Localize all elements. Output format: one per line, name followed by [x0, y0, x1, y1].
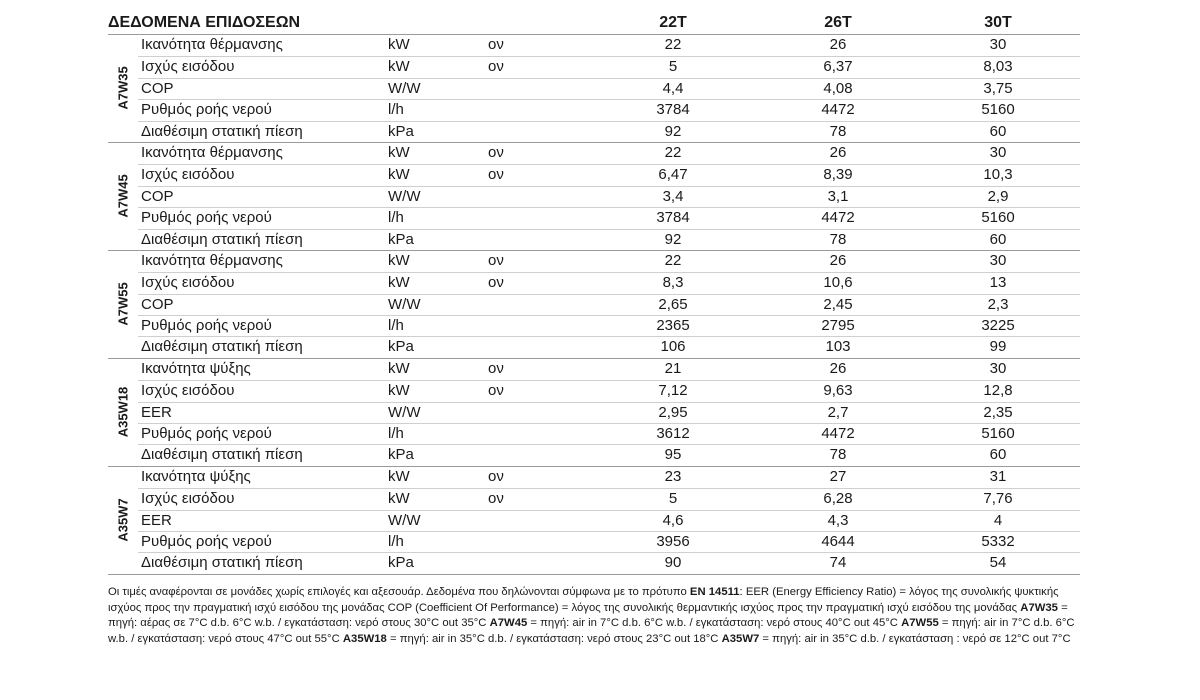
value-30t: 30: [989, 36, 1007, 53]
value-26t: 26: [829, 143, 847, 161]
value-26t: 2,7: [827, 403, 849, 421]
flag-cell: ον: [488, 166, 504, 184]
value-22t: 3784: [656, 209, 690, 227]
unit-cell: kW: [388, 467, 410, 485]
table-row: [138, 143, 1080, 164]
unit-cell: kPa: [388, 446, 414, 464]
flag-cell: ον: [488, 382, 504, 400]
table-row: [138, 402, 1080, 423]
value-26t: 4644: [821, 532, 855, 550]
footnote-segment: = πηγή: air in 7°C d.b. 6°C w.b. / εγκατάσταση: νερό στους 40°C out 45°C: [527, 617, 902, 629]
condition-group: [108, 466, 1080, 575]
unit-cell: kW: [388, 251, 410, 269]
value-26t: 9,63: [823, 382, 853, 400]
parameter-name: Διαθέσιμη στατική πίεση: [141, 122, 303, 140]
unit-cell: kW: [388, 382, 410, 400]
table-row: [138, 164, 1080, 185]
table-row: [138, 380, 1080, 401]
parameter-name: COP: [141, 187, 174, 205]
unit-cell: W/W: [388, 403, 421, 421]
table-row: [138, 99, 1080, 120]
value-22t: 2365: [656, 317, 690, 335]
value-30t: 8,03: [983, 58, 1013, 76]
value-26t: 6,28: [823, 490, 853, 508]
value-26t: 4,3: [827, 511, 849, 529]
value-26t: 4472: [821, 209, 855, 227]
table-row: [138, 552, 1080, 573]
value-22t: 5: [668, 58, 678, 76]
unit-cell: W/W: [388, 295, 421, 313]
condition-group: [108, 142, 1080, 250]
value-22t: 23: [664, 467, 682, 485]
value-30t: 5160: [981, 425, 1015, 443]
condition-label: A7W35: [115, 66, 131, 111]
table-row: [138, 423, 1080, 444]
value-26t: 8,39: [823, 166, 853, 184]
table-row: [138, 315, 1080, 336]
parameter-name: Ρυθμός ροής νερού: [141, 532, 272, 550]
table-body: [108, 34, 1080, 575]
table-row: [138, 444, 1080, 465]
value-30t: 5160: [981, 209, 1015, 227]
value-22t: 7,12: [658, 382, 688, 400]
unit-cell: kPa: [388, 122, 414, 140]
value-22t: 8,3: [662, 274, 684, 292]
table-row: [138, 56, 1080, 77]
condition-label: A35W18: [115, 387, 131, 438]
value-30t: 60: [989, 446, 1007, 464]
value-22t: 3612: [656, 425, 690, 443]
unit-cell: l/h: [388, 532, 404, 550]
value-30t: 31: [989, 467, 1007, 485]
parameter-name: Ικανότητα θέρμανσης: [141, 143, 283, 161]
unit-cell: kW: [388, 143, 410, 161]
condition-label-cell: [108, 251, 138, 358]
footnote-segment: Οι τιμές αναφέρονται σε μονάδες χωρίς επιλογές και αξεσουάρ. Δεδομένα που δηλώνονται σύμφωνα με το πρότυπο: [108, 586, 690, 598]
column-header-30t: 30T: [984, 14, 1012, 31]
value-26t: 78: [829, 122, 847, 140]
value-30t: 5160: [981, 101, 1015, 119]
unit-cell: l/h: [388, 425, 404, 443]
table-row: [138, 510, 1080, 531]
value-30t: 60: [989, 230, 1007, 248]
unit-cell: kW: [388, 274, 410, 292]
condition-label-cell: [108, 467, 138, 574]
value-30t: 7,76: [983, 490, 1013, 508]
value-22t: 92: [664, 230, 682, 248]
value-26t: 4472: [821, 101, 855, 119]
parameter-name: COP: [141, 295, 174, 313]
flag-cell: ον: [488, 359, 504, 377]
table-row: [138, 229, 1080, 250]
parameter-name: EER: [141, 403, 172, 421]
footnote-segment: = πηγή: air in 35°C d.b. / εγκατάσταση: νερό στους 23°C out 18°C: [386, 632, 722, 645]
value-26t: 27: [829, 467, 847, 485]
parameter-name: Ισχύς εισόδου: [141, 274, 235, 292]
value-26t: 6,37: [823, 58, 853, 76]
value-22t: 22: [664, 143, 682, 161]
parameter-name: Ισχύς εισόδου: [141, 490, 235, 508]
flag-cell: ον: [488, 36, 504, 53]
value-30t: 3,75: [983, 79, 1013, 97]
unit-cell: kW: [388, 490, 410, 508]
value-22t: 2,95: [658, 403, 688, 421]
footnote-bold-term: A7W45: [489, 617, 528, 629]
value-26t: 78: [829, 230, 847, 248]
value-22t: 106: [660, 338, 686, 356]
value-26t: 26: [829, 359, 847, 377]
condition-label-cell: [108, 35, 138, 142]
value-30t: 99: [989, 338, 1007, 356]
table-row: [138, 35, 1080, 56]
value-22t: 5: [668, 490, 678, 508]
footnote-bold-term: A7W55: [901, 617, 939, 629]
parameter-name: Διαθέσιμη στατική πίεση: [141, 230, 303, 248]
parameter-name: Ισχύς εισόδου: [141, 58, 235, 76]
footnote-segment: = πηγή: αέρας σε 7°C d.b. 6°C w.b. / εγκατάσταση: νερό στους 30°C out 35°C: [108, 601, 1068, 629]
value-22t: 3784: [656, 101, 690, 119]
value-22t: 92: [664, 122, 682, 140]
table-row: [138, 251, 1080, 272]
unit-cell: W/W: [388, 79, 421, 97]
table-row: [138, 121, 1080, 142]
value-26t: 26: [829, 36, 847, 53]
unit-cell: kW: [388, 58, 410, 76]
unit-cell: kPa: [388, 554, 414, 572]
value-30t: 13: [989, 274, 1007, 292]
footnote-bold-term: A7W35: [1020, 601, 1058, 614]
condition-group: [108, 250, 1080, 358]
footnote-segment: = πηγή: air in 7°C d.b. 6°C w.b. / εγκατάσταση: νερό στους 47°C out 55°C: [108, 617, 1075, 645]
unit-cell: W/W: [388, 511, 421, 529]
table-row: [138, 467, 1080, 488]
flag-cell: ον: [488, 251, 504, 269]
value-22t: 90: [664, 554, 682, 572]
footnote-bold-term: A35W18: [342, 632, 387, 645]
value-22t: 4,6: [662, 511, 684, 529]
parameter-name: Ισχύς εισόδου: [141, 382, 235, 400]
footnote-bold-term: A35W7: [721, 632, 760, 645]
value-22t: 3,4: [662, 187, 684, 205]
parameter-name: Ρυθμός ροής νερού: [141, 425, 272, 443]
value-30t: 60: [989, 122, 1007, 140]
parameter-name: Διαθέσιμη στατική πίεση: [141, 338, 303, 356]
condition-label: A7W45: [115, 174, 131, 219]
table-row: [138, 207, 1080, 228]
parameter-name: Διαθέσιμη στατική πίεση: [141, 446, 303, 464]
value-26t: 4472: [821, 425, 855, 443]
condition-group: [108, 358, 1080, 466]
value-30t: 54: [989, 554, 1007, 572]
unit-cell: kPa: [388, 338, 414, 356]
unit-cell: l/h: [388, 209, 404, 227]
table-row: [138, 336, 1080, 357]
table-row: [138, 272, 1080, 293]
value-22t: 6,47: [658, 166, 688, 184]
parameter-name: Ικανότητα ψύξης: [141, 467, 251, 485]
parameter-name: Ρυθμός ροής νερού: [141, 209, 272, 227]
unit-cell: kW: [388, 166, 410, 184]
table-row: [138, 531, 1080, 552]
unit-cell: l/h: [388, 101, 404, 119]
value-30t: 3225: [981, 317, 1015, 335]
parameter-name: Ικανότητα θέρμανσης: [141, 251, 283, 269]
value-26t: 2,45: [823, 295, 853, 313]
table-header: [108, 12, 1080, 34]
condition-label: A7W55: [115, 282, 131, 327]
parameter-name: Ρυθμός ροής νερού: [141, 317, 272, 335]
table-row: [138, 488, 1080, 509]
condition-label-cell: [108, 359, 138, 466]
parameter-name: Ρυθμός ροής νερού: [141, 101, 272, 119]
value-26t: 3,1: [827, 187, 849, 205]
value-30t: 2,9: [987, 187, 1009, 205]
footnote-segment: : EER (Energy Efficiency Ratio) = λόγος της συνολικής ψυκτικής ισχύος προς την πραγματική ισχύ εισόδου της μονάδας COP (Coefficient Of Performance) = λόγος της συνολικής θερμαντικής ισχύος προς την πραγματική ισχύ εισόδου της μονάδας: [108, 586, 1059, 614]
flag-cell: ον: [488, 58, 504, 76]
value-22t: 22: [664, 251, 682, 269]
value-30t: 10,3: [983, 166, 1013, 184]
unit-cell: kW: [388, 36, 410, 53]
value-26t: 2795: [821, 317, 855, 335]
value-30t: 30: [989, 359, 1007, 377]
footnote-bold-term: EN 14511: [689, 586, 740, 598]
value-22t: 22: [664, 36, 682, 53]
parameter-name: EER: [141, 511, 172, 529]
value-26t: 26: [829, 251, 847, 269]
column-header-22t: 22T: [659, 14, 687, 31]
value-22t: 3956: [656, 532, 690, 550]
flag-cell: ον: [488, 490, 504, 508]
table-title: ΔΕΔΟΜΕΝΑ ΕΠΙΔΟΣΕΩΝ: [108, 14, 301, 31]
value-22t: 2,65: [658, 295, 688, 313]
condition-label-cell: [108, 143, 138, 250]
parameter-name: Ισχύς εισόδου: [141, 166, 235, 184]
parameter-name: Διαθέσιμη στατική πίεση: [141, 554, 303, 572]
parameter-name: Ικανότητα θέρμανσης: [141, 36, 283, 53]
condition-label: A35W7: [115, 498, 131, 542]
value-26t: 103: [825, 338, 851, 356]
unit-cell: l/h: [388, 317, 404, 335]
value-26t: 74: [829, 554, 847, 572]
value-22t: 95: [664, 446, 682, 464]
table-row: [138, 294, 1080, 315]
footnote-text: [108, 585, 1083, 647]
value-30t: 30: [989, 143, 1007, 161]
column-header-26t: 26T: [824, 14, 852, 31]
value-30t: 30: [989, 251, 1007, 269]
table-row: [138, 78, 1080, 99]
value-30t: 2,35: [983, 403, 1013, 421]
value-26t: 10,6: [823, 274, 853, 292]
condition-group: [108, 34, 1080, 142]
footnote-segment: = πηγή: air in 35°C d.b. / εγκατάσταση : νερό σε 12°C out 7°C: [759, 632, 1071, 645]
value-30t: 5332: [981, 532, 1015, 550]
unit-cell: kPa: [388, 230, 414, 248]
parameter-name: Ικανότητα ψύξης: [141, 359, 251, 377]
value-22t: 4,4: [662, 79, 684, 97]
table-row: [138, 186, 1080, 207]
flag-cell: ον: [488, 467, 504, 485]
value-30t: 4: [993, 511, 1003, 529]
value-26t: 4,08: [823, 79, 853, 97]
performance-data-table: [108, 12, 1080, 575]
parameter-name: COP: [141, 79, 174, 97]
unit-cell: kW: [388, 359, 410, 377]
value-30t: 2,3: [987, 295, 1009, 313]
unit-cell: W/W: [388, 187, 421, 205]
flag-cell: ον: [488, 143, 504, 161]
value-26t: 78: [829, 446, 847, 464]
value-30t: 12,8: [983, 382, 1013, 400]
table-row: [138, 359, 1080, 380]
value-22t: 21: [664, 359, 682, 377]
flag-cell: ον: [488, 274, 504, 292]
